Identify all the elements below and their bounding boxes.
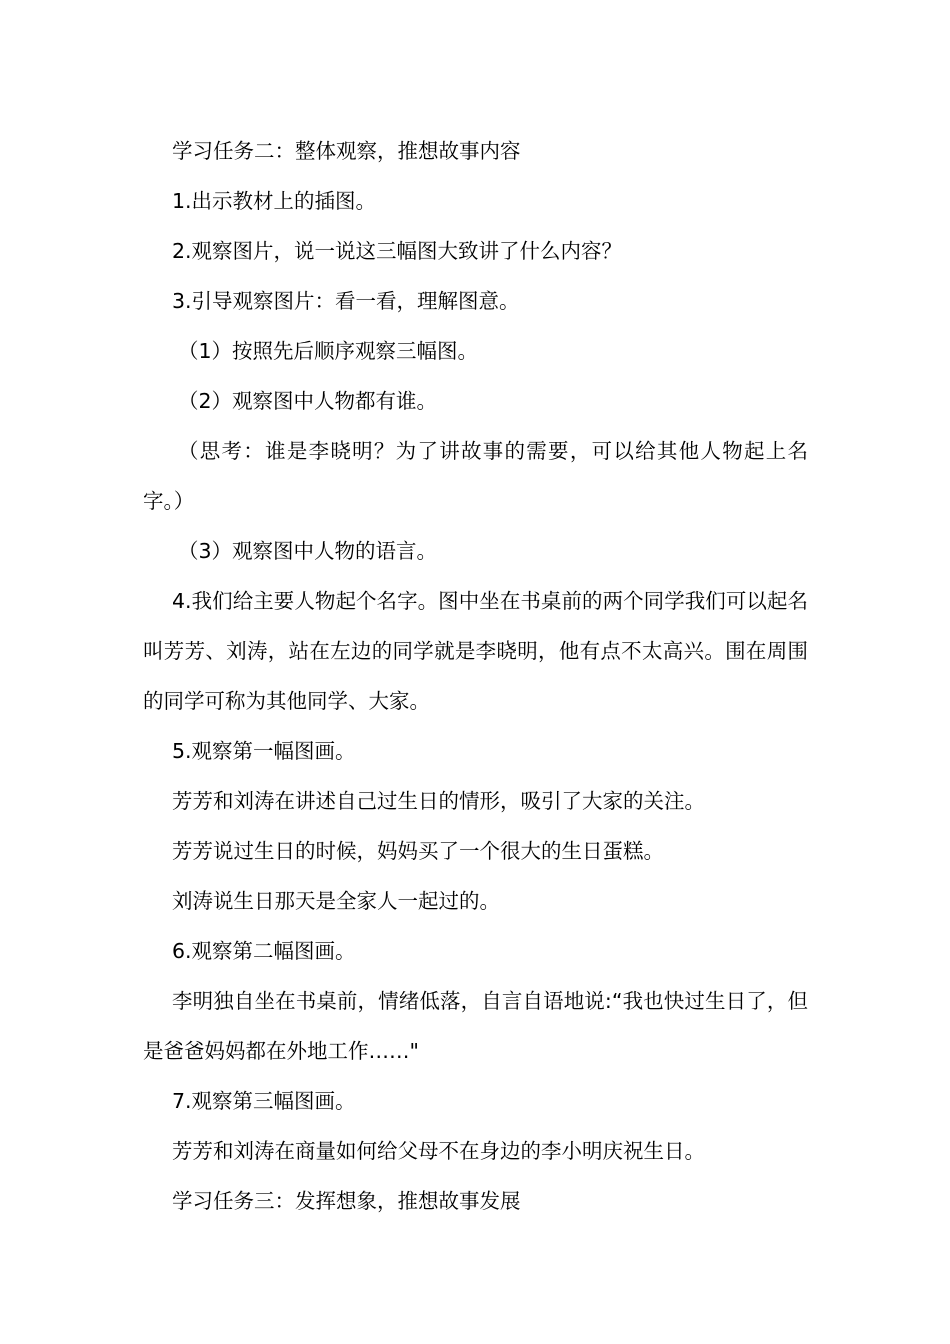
- task3-heading: 学习任务三：发挥想象，推想故事发展: [172, 1189, 521, 1213]
- step-5-text: 5.观察第一幅图画。: [172, 739, 356, 763]
- step-5-b-text: 芳芳说过生日的时候，妈妈买了一个很大的生日蛋糕。: [172, 839, 664, 863]
- document-body: [143, 126, 808, 1226]
- step-3-3-text: （3）观察图中人物的语言。: [178, 539, 438, 563]
- step-4-text: 4.我们给主要人物起个名字。图中坐在书桌前的两个同学我们可以起名叫芳芳、刘涛，站在左边的同学就是李晓明，他有点不太高兴。围在周围的同学可称为其他同学、大家。: [143, 589, 808, 713]
- step-5-a-text: 芳芳和刘涛在讲述自己过生日的情形，吸引了大家的关注。: [172, 789, 705, 813]
- step-3-2-text: （2）观察图中人物都有谁。: [178, 389, 438, 413]
- step-3-text: 3.引导观察图片：看一看，理解图意。: [172, 289, 520, 313]
- step-6-a-text: 李明独自坐在书桌前，情绪低落，自言自语地说:“我也快过生日了，但是爸爸妈妈都在外地工作……": [143, 989, 808, 1063]
- step-7-a-text: 芳芳和刘涛在商量如何给父母不在身边的李小明庆祝生日。: [172, 1139, 705, 1163]
- step-2-text: 2.观察图片，说一说这三幅图大致讲了什么内容？: [172, 239, 623, 263]
- step-5-c-text: 刘涛说生日那天是全家人一起过的。: [172, 889, 500, 913]
- step-3-think-text: （思考：谁是李晓明？为了讲故事的需要，可以给其他人物起上名字。）: [143, 439, 808, 513]
- step-3-1-text: （1）按照先后顺序观察三幅图。: [178, 339, 479, 363]
- task2-heading: 学习任务二：整体观察，推想故事内容: [172, 139, 521, 163]
- step-7-text: 7.观察第三幅图画。: [172, 1089, 356, 1113]
- step-6-text: 6.观察第二幅图画。: [172, 939, 356, 963]
- step-1-text: 1.出示教材上的插图。: [172, 189, 377, 213]
